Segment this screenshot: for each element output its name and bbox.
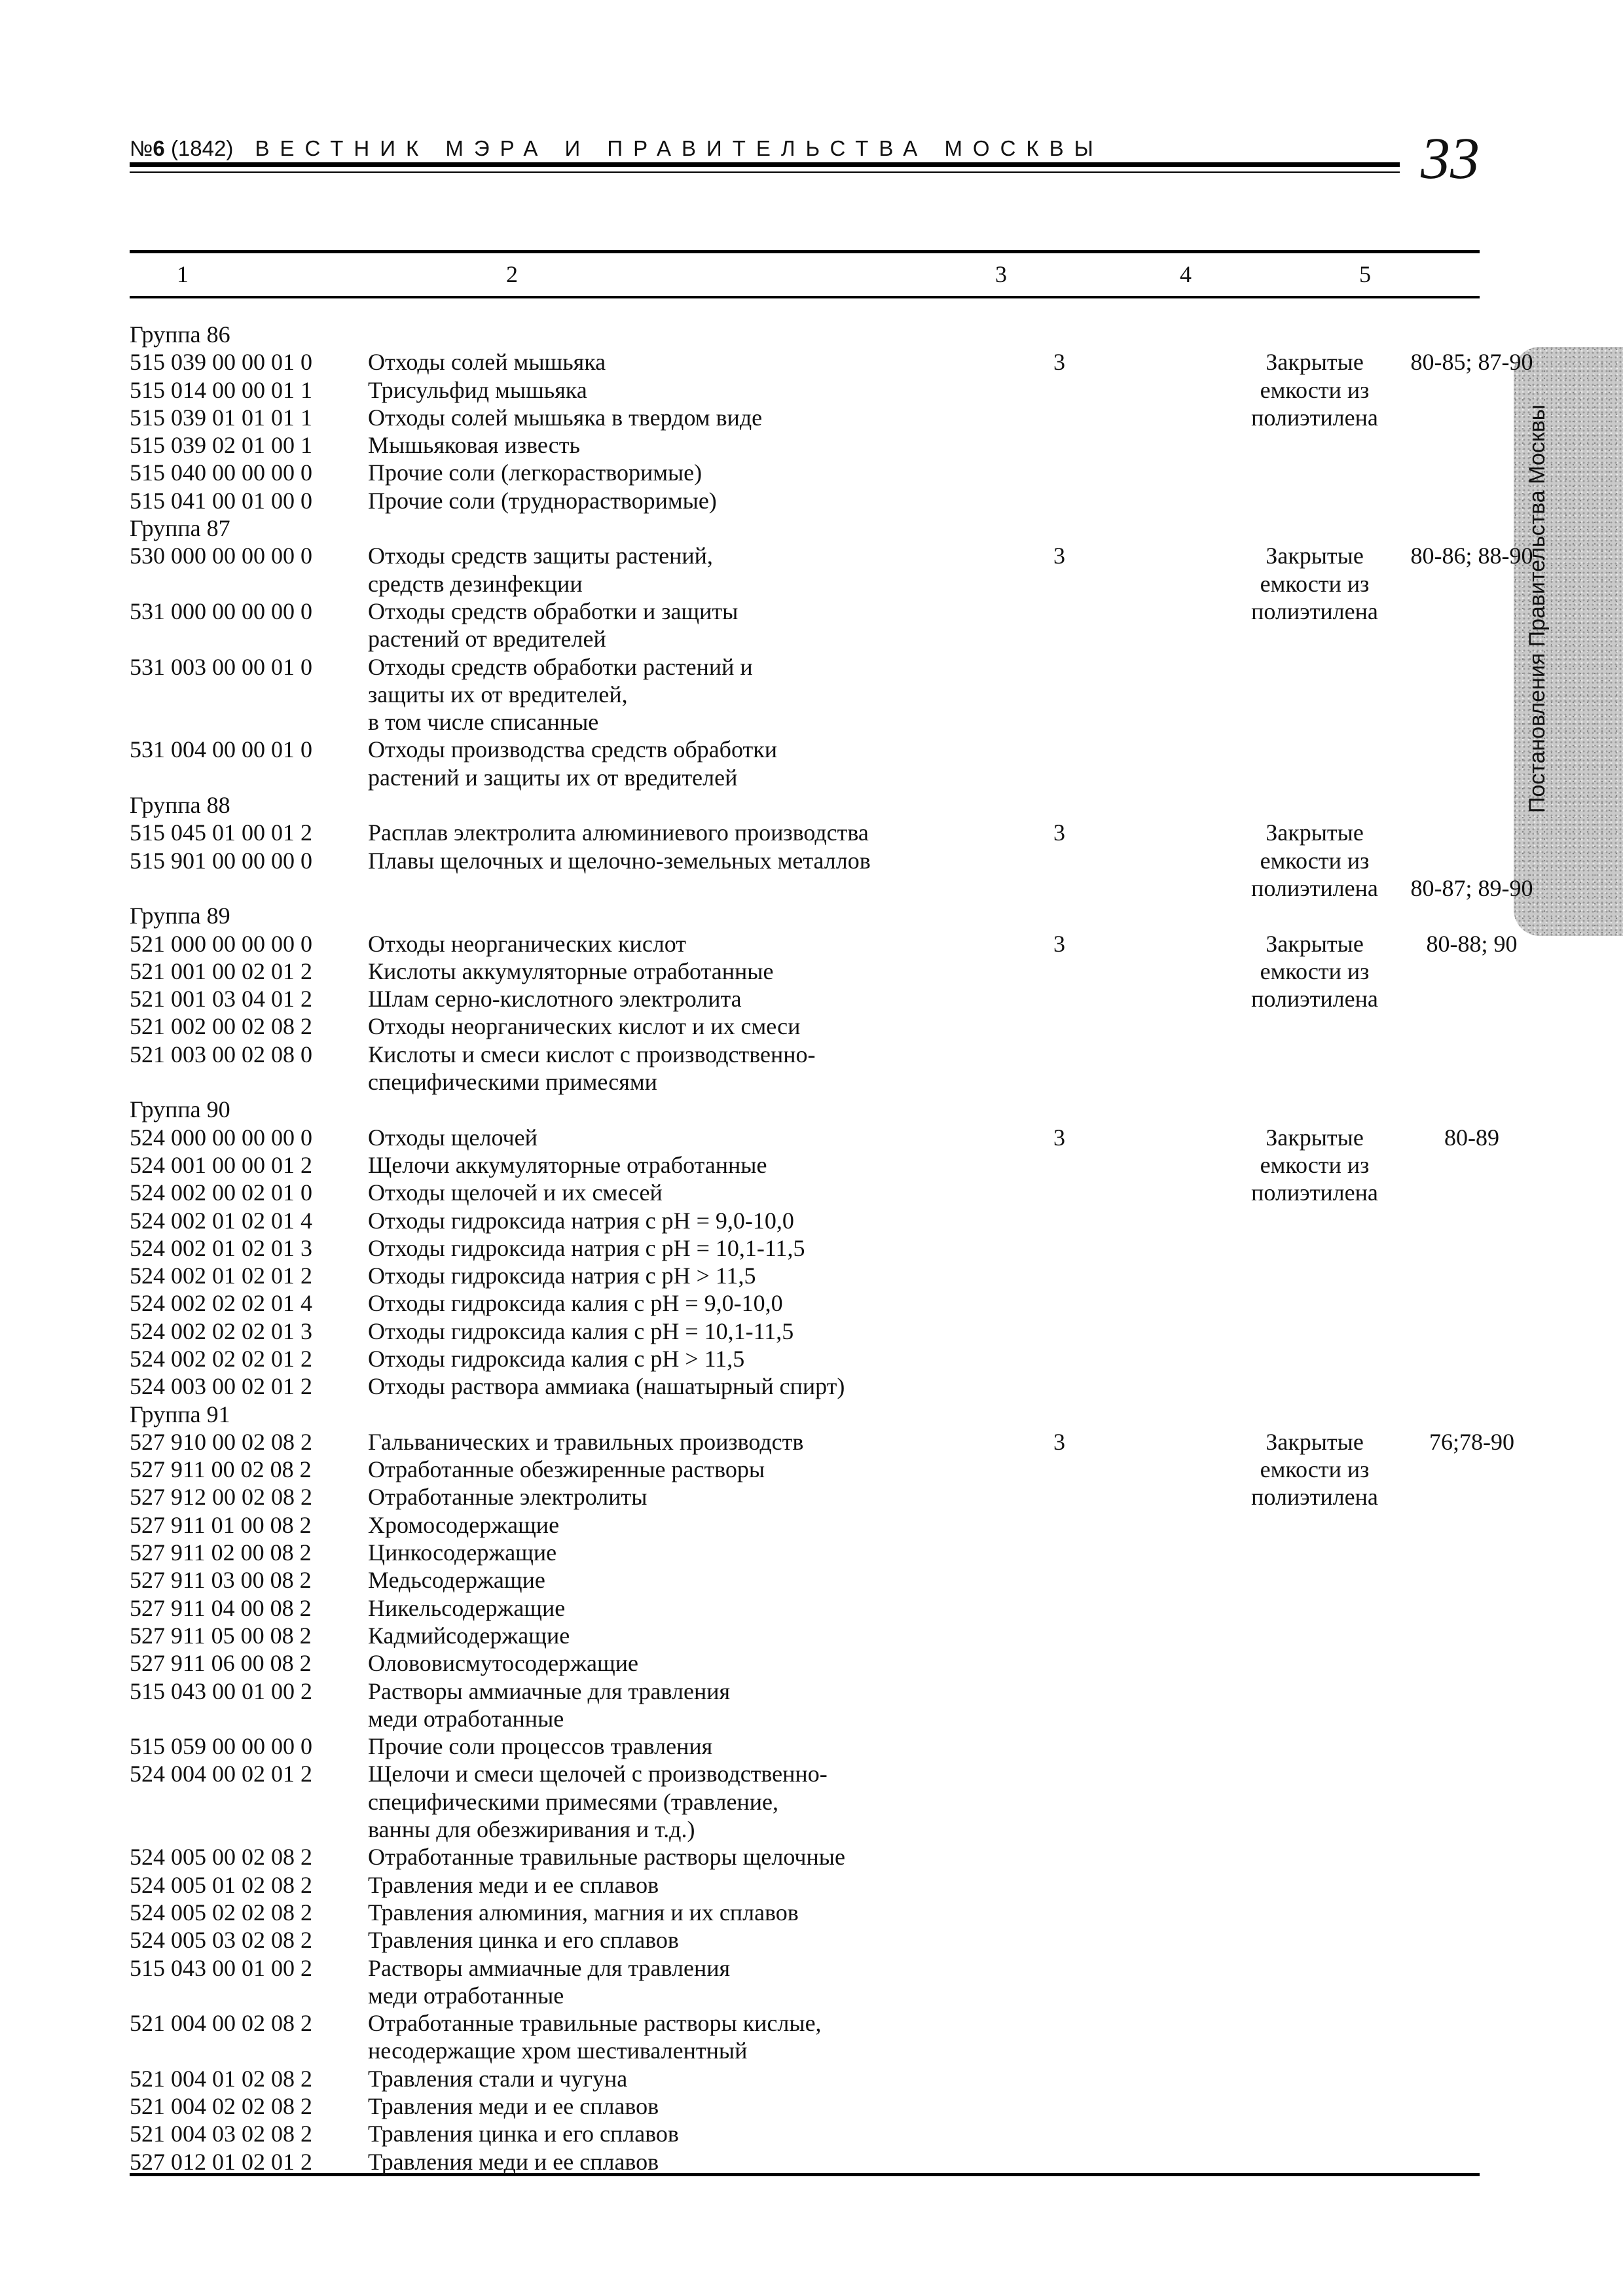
cell-container: полиэтилена — [1251, 1484, 1378, 1511]
cell-code: 521 000 00 00 00 0 — [130, 930, 312, 957]
cell-code: Группа 87 — [130, 515, 230, 542]
cell-code: 524 001 00 00 01 2 — [130, 1151, 312, 1178]
issue-prefix: № — [130, 136, 153, 160]
table-row — [130, 902, 1480, 929]
table-row — [130, 2065, 1480, 2092]
cell-name: Травления меди и ее сплавов — [368, 2093, 659, 2119]
cell-code: 515 059 00 00 00 0 — [130, 1733, 312, 1760]
cell-name: Травления стали и чугуна — [368, 2065, 628, 2092]
cell-years: 76;78-90 — [1429, 1428, 1514, 1455]
table-row — [130, 1843, 1480, 1871]
cell-name: Отходы гидроксида калия с pH > 11,5 — [368, 1345, 745, 1372]
cell-name: меди отработанные — [368, 1982, 564, 2009]
cell-name: Кадмийсодержащие — [368, 1622, 570, 1649]
cell-code: 515 039 01 01 01 1 — [130, 404, 312, 431]
table-row — [130, 1289, 1480, 1317]
cell-code: 521 002 00 02 08 2 — [130, 1013, 312, 1040]
cell-name: Отходы щелочей и их смесей — [368, 1179, 663, 1206]
publication-title: ВЕСТНИК МЭРА И ПРАВИТЕЛЬСТВА МОСКВЫ — [255, 136, 1104, 160]
cell-code: 527 911 06 00 08 2 — [130, 1650, 312, 1677]
table-row — [130, 1982, 1480, 2009]
cell-name: ванны для обезжиривания и т.д.) — [368, 1816, 695, 1843]
table-row — [130, 321, 1480, 348]
cell-code: Группа 88 — [130, 792, 230, 819]
cell-name: Гальванических и травильных производств — [368, 1428, 804, 1455]
table-row — [130, 764, 1480, 791]
cell-code: 527 911 01 00 08 2 — [130, 1511, 312, 1538]
cell-code: 531 003 00 00 01 0 — [130, 653, 312, 680]
table-row — [130, 598, 1480, 625]
table-row — [130, 1124, 1499, 1151]
cell-years: 80-89 — [1444, 1124, 1499, 1151]
table-row — [130, 1345, 1480, 1372]
cell-name: Травления алюминия, магния и их сплавов — [368, 1899, 799, 1926]
table-row — [130, 1705, 1480, 1732]
table-row — [130, 1788, 1480, 1816]
running-head — [130, 136, 1104, 161]
table-row — [130, 1456, 1480, 1483]
cell-code: 527 012 01 02 01 2 — [130, 2148, 312, 2175]
cell-name: Плавы щелочных и щелочно-земельных металлов — [368, 847, 871, 874]
cell-name: в том числе списанные — [368, 709, 599, 736]
cell-code: 524 002 02 02 01 2 — [130, 1345, 312, 1372]
cell-code: Группа 86 — [130, 321, 230, 348]
table-row — [130, 736, 1480, 763]
cell-code: 521 004 01 02 08 2 — [130, 2065, 312, 2092]
cell-name: Отходы солей мышьяка — [368, 349, 606, 376]
cell-code: 524 003 00 02 01 2 — [130, 1373, 312, 1400]
table-row — [130, 1816, 1480, 1843]
cell-name: Отходы гидроксида калия с pH = 10,1-11,5 — [368, 1318, 794, 1344]
cell-container: Закрытые — [1266, 1428, 1364, 1455]
cell-container: Закрытые — [1266, 819, 1364, 846]
cell-name: Мышьяковая известь — [368, 432, 580, 459]
cell-name: Шлам серно-кислотного электролита — [368, 986, 742, 1013]
cell-class: 3 — [1053, 930, 1065, 957]
cell-code: 527 912 00 02 08 2 — [130, 1484, 312, 1511]
cell-code: 524 005 00 02 08 2 — [130, 1844, 312, 1871]
cell-code: 521 004 03 02 08 2 — [130, 2121, 312, 2147]
cell-code: 531 004 00 00 01 0 — [130, 736, 312, 763]
cell-code: 515 045 01 00 01 2 — [130, 819, 312, 846]
table-row — [130, 1677, 1480, 1705]
cell-name: Отходы гидроксида калия с pH = 9,0-10,0 — [368, 1290, 783, 1317]
cell-code: 524 002 01 02 01 2 — [130, 1263, 312, 1289]
cell-code: 524 002 00 02 01 0 — [130, 1179, 312, 1206]
cell-code: 531 000 00 00 00 0 — [130, 598, 312, 624]
cell-name: Кислоты и смеси кислот с производственно- — [368, 1041, 816, 1067]
table-row — [130, 2148, 1480, 2176]
table-row — [130, 1096, 1480, 1123]
cell-name: средств дезинфекции — [368, 570, 583, 597]
cell-code: 524 005 01 02 08 2 — [130, 1871, 312, 1898]
table-row — [130, 2009, 1480, 2037]
table-row — [130, 1179, 1480, 1206]
cell-code: 515 043 00 01 00 2 — [130, 1954, 312, 1981]
table-header-rule — [130, 296, 1480, 298]
cell-code: 527 911 05 00 08 2 — [130, 1622, 312, 1649]
cell-container: емкости из — [1260, 570, 1370, 597]
cell-name: Травления цинка и его сплавов — [368, 1927, 679, 1954]
cell-name: несодержащие хром шестивалентный — [368, 2037, 748, 2064]
header-rule-thin — [130, 171, 1400, 173]
table-row — [130, 1068, 1480, 1096]
table-row — [130, 1871, 1480, 1899]
cell-container: емкости из — [1260, 376, 1370, 403]
cell-container: полиэтилена — [1251, 986, 1378, 1013]
table-row — [130, 514, 1480, 542]
issue-number: 6 — [153, 136, 165, 160]
table-row — [130, 2037, 1480, 2064]
table-row — [130, 348, 1533, 376]
column-header-1: 1 — [177, 261, 189, 287]
cell-name: Отходы солей мышьяка в твердом виде — [368, 404, 763, 431]
cell-name: Растворы аммиачные для травления — [368, 1954, 731, 1981]
cell-name: Отходы гидроксида натрия с pH = 9,0-10,0 — [368, 1207, 794, 1234]
table-row — [130, 1760, 1480, 1787]
cell-code: 521 004 00 02 08 2 — [130, 2010, 312, 2037]
issue-year: (1842) — [170, 136, 234, 160]
cell-name: специфическими примесями — [368, 1069, 657, 1096]
cell-name: Отходы гидроксида натрия с pH > 11,5 — [368, 1263, 756, 1289]
table-row — [130, 570, 1480, 598]
table-row — [130, 1566, 1480, 1594]
page-number: 33 — [1421, 126, 1480, 191]
cell-container: Закрытые — [1266, 349, 1364, 376]
cell-name: Олововисмутосодержащие — [368, 1650, 638, 1677]
cell-class: 3 — [1053, 1428, 1065, 1455]
cell-code: 530 000 00 00 00 0 — [130, 543, 312, 569]
cell-name: Отработанные электролиты — [368, 1484, 647, 1511]
table-top-rule — [130, 250, 1480, 253]
cell-name: растений и защиты их от вредителей — [368, 764, 738, 791]
cell-name: Отработанные травильные растворы щелочные — [368, 1844, 845, 1871]
cell-container: полиэтилена — [1251, 404, 1378, 431]
cell-name: Травления цинка и его сплавов — [368, 2121, 679, 2147]
table-row — [130, 1372, 1480, 1400]
cell-code: 527 911 00 02 08 2 — [130, 1456, 312, 1483]
cell-class: 3 — [1053, 349, 1065, 376]
cell-name: Отработанные травильные растворы кислые, — [368, 2010, 822, 2037]
table-row — [130, 1511, 1480, 1539]
table-row — [130, 819, 1480, 846]
cell-name: Отходы средств обработки растений и — [368, 653, 753, 680]
cell-name: Трисульфид мышьяка — [368, 376, 587, 403]
cell-name: Травления меди и ее сплавов — [368, 2148, 659, 2175]
cell-code: 524 002 01 02 01 3 — [130, 1234, 312, 1261]
cell-name: Отходы раствора аммиака (нашатырный спирт) — [368, 1373, 845, 1400]
table-row — [130, 404, 1480, 431]
cell-years: 80-88; 90 — [1426, 930, 1518, 957]
cell-name: Медьсодержащие — [368, 1567, 545, 1594]
cell-code: 521 001 00 02 01 2 — [130, 958, 312, 984]
cell-container: емкости из — [1260, 847, 1370, 874]
table-row — [130, 1594, 1480, 1622]
cell-code: 515 039 02 01 00 1 — [130, 432, 312, 459]
table-row — [130, 1262, 1480, 1289]
cell-code: 524 005 02 02 08 2 — [130, 1899, 312, 1926]
table-row — [130, 542, 1533, 569]
cell-code: 524 002 02 02 01 4 — [130, 1290, 312, 1317]
cell-class: 3 — [1053, 819, 1065, 846]
cell-code: 515 041 00 01 00 0 — [130, 487, 312, 514]
cell-code: Группа 91 — [130, 1401, 230, 1427]
cell-name: Отходы средств защиты растений, — [368, 543, 713, 569]
cell-name: Отработанные обезжиренные растворы — [368, 1456, 765, 1483]
table-row — [130, 1318, 1480, 1345]
cell-name: меди отработанные — [368, 1705, 564, 1732]
column-header-5: 5 — [1359, 261, 1371, 287]
cell-code: 524 005 03 02 08 2 — [130, 1927, 312, 1954]
cell-years: 80-86; 88-90 — [1410, 543, 1533, 569]
table-row — [130, 1899, 1480, 1926]
cell-years: 80-87; 89-90 — [1410, 874, 1533, 901]
table-row — [130, 653, 1480, 681]
cell-name: Отходы неорганических кислот и их смеси — [368, 1013, 801, 1040]
table-row — [130, 847, 1480, 874]
cell-container: Закрытые — [1266, 930, 1364, 957]
table-row — [130, 985, 1480, 1013]
cell-code: 524 002 01 02 01 4 — [130, 1207, 312, 1234]
table-row — [130, 1013, 1480, 1040]
cell-name: Прочие соли (легкорастворимые) — [368, 459, 702, 486]
table-row — [130, 1401, 1480, 1428]
cell-code: 515 040 00 00 00 0 — [130, 459, 312, 486]
table-row — [130, 459, 1480, 486]
cell-name: Отходы щелочей — [368, 1124, 538, 1151]
table-row — [130, 1207, 1480, 1234]
table-row — [130, 681, 1480, 708]
cell-container: полиэтилена — [1251, 598, 1378, 624]
table-row — [130, 1151, 1480, 1179]
cell-code: 527 911 04 00 08 2 — [130, 1594, 312, 1621]
table-row — [130, 1428, 1514, 1456]
table-row — [130, 708, 1480, 736]
table-row — [130, 376, 1480, 404]
cell-name: специфическими примесями (травление, — [368, 1788, 778, 1815]
header-rule-thick — [130, 162, 1400, 167]
cell-code: 524 002 02 02 01 3 — [130, 1318, 312, 1344]
cell-name: Цинкосодержащие — [368, 1539, 557, 1566]
table-row — [130, 1926, 1480, 1954]
table-row — [130, 1234, 1480, 1262]
table-row — [130, 2092, 1480, 2120]
table-row — [130, 1954, 1480, 1982]
cell-name: Никельсодержащие — [368, 1594, 566, 1621]
table-row — [130, 930, 1518, 958]
cell-code: 527 911 02 00 08 2 — [130, 1539, 312, 1566]
column-header-2: 2 — [506, 261, 518, 287]
cell-name: Кислоты аккумуляторные отработанные — [368, 958, 774, 984]
cell-name: Расплав электролита алюминиевого производства — [368, 819, 869, 846]
table-row — [130, 874, 1533, 902]
column-header-4: 4 — [1180, 261, 1192, 287]
cell-code: Группа 89 — [130, 903, 230, 929]
cell-container: емкости из — [1260, 958, 1370, 984]
cell-name: Растворы аммиачные для травления — [368, 1677, 731, 1704]
cell-name: растений от вредителей — [368, 626, 606, 653]
table-row — [130, 1622, 1480, 1649]
table-row — [130, 1483, 1480, 1511]
cell-name: Отходы неорганических кислот — [368, 930, 687, 957]
cell-class: 3 — [1053, 543, 1065, 569]
table-row — [130, 1732, 1480, 1760]
table-row — [130, 791, 1480, 819]
cell-container: Закрытые — [1266, 543, 1364, 569]
page-header — [130, 128, 1439, 181]
column-header-3: 3 — [995, 261, 1007, 287]
table-row — [130, 431, 1480, 459]
table-row — [130, 625, 1480, 653]
cell-container: емкости из — [1260, 1456, 1370, 1483]
cell-code: 521 003 00 02 08 0 — [130, 1041, 312, 1067]
cell-name: Травления меди и ее сплавов — [368, 1871, 659, 1898]
cell-name: защиты их от вредителей, — [368, 681, 628, 708]
cell-container: полиэтилена — [1251, 874, 1378, 901]
cell-code: 515 014 00 00 01 1 — [130, 376, 312, 403]
table-row — [130, 1649, 1480, 1677]
cell-name: Щелочи аккумуляторные отработанные — [368, 1151, 767, 1178]
cell-code: Группа 90 — [130, 1096, 230, 1123]
cell-name: Отходы производства средств обработки — [368, 736, 777, 763]
cell-code: 515 901 00 00 00 0 — [130, 847, 312, 874]
table-row — [130, 1539, 1480, 1566]
cell-name: Щелочи и смеси щелочей с производственно- — [368, 1761, 828, 1787]
table-row — [130, 1041, 1480, 1068]
table-body — [130, 321, 1533, 2176]
cell-container: емкости из — [1260, 1151, 1370, 1178]
table-row — [130, 958, 1480, 985]
cell-name: Прочие соли процессов травления — [368, 1733, 713, 1760]
cell-code: 524 004 00 02 01 2 — [130, 1761, 312, 1787]
cell-container: полиэтилена — [1251, 1179, 1378, 1206]
table-row — [130, 487, 1480, 514]
cell-code: 515 043 00 01 00 2 — [130, 1677, 312, 1704]
cell-years: 80-85; 87-90 — [1410, 349, 1533, 376]
cell-name: Отходы гидроксида натрия с pH = 10,1-11,5 — [368, 1234, 805, 1261]
cell-code: 515 039 00 00 01 0 — [130, 349, 312, 376]
section-tab-label: Постановления Правительства Москвы — [1525, 404, 1550, 814]
cell-class: 3 — [1053, 1124, 1065, 1151]
cell-code: 524 000 00 00 00 0 — [130, 1124, 312, 1151]
cell-name: Отходы средств обработки и защиты — [368, 598, 739, 624]
cell-name: Хромосодержащие — [368, 1511, 560, 1538]
cell-code: 527 910 00 02 08 2 — [130, 1428, 312, 1455]
cell-code: 521 004 02 02 08 2 — [130, 2093, 312, 2119]
cell-name: Прочие соли (труднорастворимые) — [368, 487, 717, 514]
table-row — [130, 2120, 1480, 2147]
cell-code: 527 911 03 00 08 2 — [130, 1567, 312, 1594]
cell-code: 521 001 03 04 01 2 — [130, 986, 312, 1013]
cell-container: Закрытые — [1266, 1124, 1364, 1151]
